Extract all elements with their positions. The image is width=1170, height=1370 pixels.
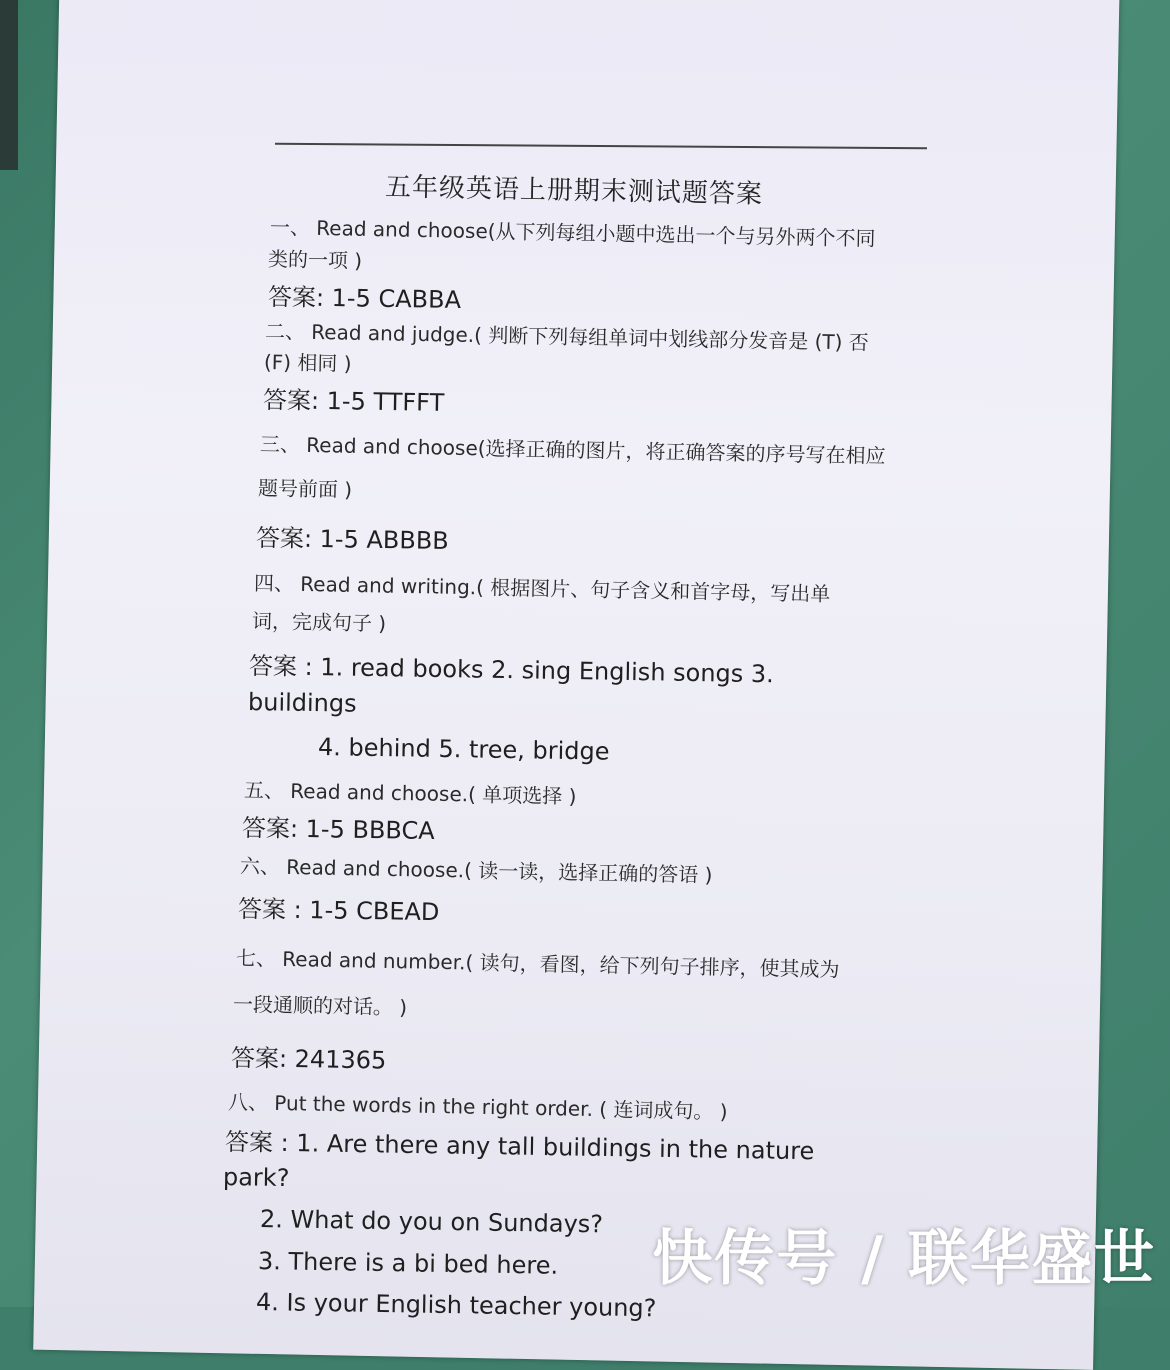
answer-6: 答案 : 1-5 CBEAD bbox=[237, 895, 440, 927]
answer-2: 答案: 1-5 TTFFT bbox=[262, 386, 445, 417]
answer-7: 答案: 241365 bbox=[230, 1044, 387, 1075]
question-2-line-1: 二、 Read and judge.( 判断下列每组单词中划线部分发音是 (T) 否 bbox=[264, 319, 870, 355]
answer-8-line-1: 答案 : 1. Are there any tall buildings in the nature bbox=[224, 1128, 815, 1166]
answer-1: 答案: 1-5 CABBA bbox=[267, 283, 462, 315]
answer-5: 答案: 1-5 BBBCA bbox=[241, 814, 435, 846]
question-7-line-2: 一段通顺的对话。 ) bbox=[232, 992, 408, 1020]
answer-4-line-1: 答案 : 1. read books 2. sing English songs 3. bbox=[248, 652, 775, 689]
answer-4-line-3: 4. behind 5. tree, bridge bbox=[317, 733, 610, 766]
question-3-line-2: 题号前面 ) bbox=[257, 476, 353, 502]
question-8: 八、 Put the words in the right order. ( 连词成句。 ) bbox=[227, 1090, 728, 1124]
question-7-line-1: 七、 Read and number.( 读句，看图，给下列句子排序，使其成为 bbox=[235, 946, 840, 982]
answer-8-line-5: 4. Is your English teacher young? bbox=[255, 1288, 657, 1323]
question-3-line-1: 三、 Read and choose(选择正确的图片，将正确答案的序号写在相应 bbox=[259, 432, 886, 469]
question-2-line-2: (F) 相同 ) bbox=[263, 350, 352, 376]
question-1-line-2: 类的一项 ) bbox=[267, 247, 363, 273]
question-4-line-1: 四、 Read and writing.( 根据图片、句子含义和首字母，写出单 bbox=[253, 571, 831, 607]
watermark: 快传号 / 联华盛世 bbox=[652, 1224, 1156, 1294]
answer-3: 答案: 1-5 ABBBB bbox=[255, 524, 449, 556]
question-6: 六、 Read and choose.( 读一读，选择正确的答语 ) bbox=[239, 854, 713, 888]
question-5: 五、 Read and choose.( 单项选择 ) bbox=[243, 778, 577, 809]
document-title: 五年级英语上册期末测试题答案 bbox=[384, 172, 764, 210]
background-object bbox=[0, 0, 18, 170]
answer-8-line-2: park? bbox=[222, 1163, 290, 1193]
answer-8-line-4: 3. There is a bi bed here. bbox=[257, 1247, 559, 1280]
question-4-line-2: 词，完成句子 ) bbox=[251, 609, 387, 636]
question-1-line-1: 一、 Read and choose(从下列每组小题中选出一个与另外两个不同 bbox=[269, 215, 876, 251]
answer-8-line-3: 2. What do you on Sundays? bbox=[259, 1205, 604, 1239]
answer-4-line-2: buildings bbox=[247, 688, 357, 718]
